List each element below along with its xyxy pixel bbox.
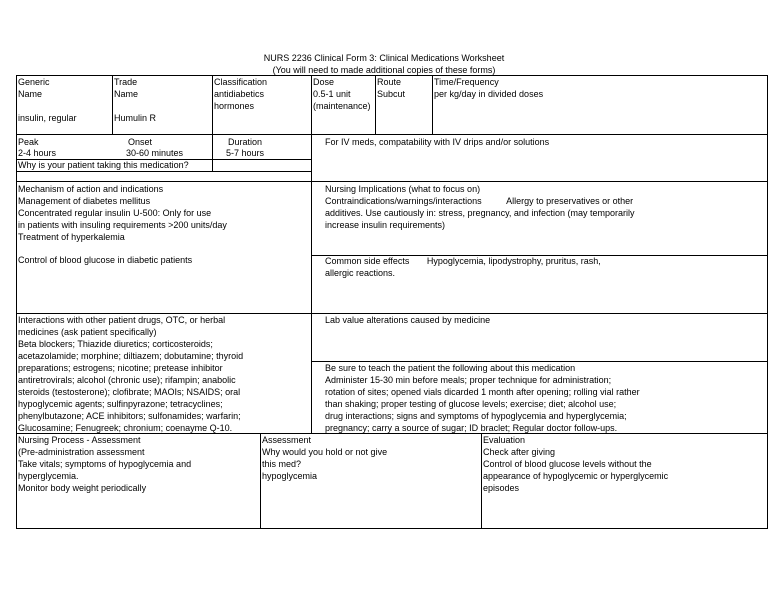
generic-name-value: insulin, regular: [18, 113, 77, 123]
mechanism-text: Mechanism of action and indications Management of diabetes mellitus Concentrated regular insulin U-500: Only for use in patients with insuling requirements >200 units/day Treatment of hyperkalemia: [18, 184, 227, 242]
rule: [16, 134, 768, 135]
assessment-text: Assessment Why would you hold or not give this med? hypoglycemia: [262, 435, 388, 481]
form-title: NURS 2236 Clinical Form 3: Clinical Medications Worksheet: [263, 53, 505, 63]
nursing-process-text: Nursing Process - Assessment (Pre-administration assessment Take vitals; symptoms of hypoglycemia and hyperglycemia. Monitor body weight periodically: [18, 435, 192, 493]
generic-name-label: Generic Name: [18, 77, 50, 99]
trade-name-value: Humulin R: [114, 113, 157, 123]
onset-value: 30-60 minutes: [126, 148, 184, 158]
route-label: Route: [377, 77, 402, 87]
rule: [16, 75, 17, 529]
classification-value: antidiabetics hormones: [214, 89, 265, 111]
peak-value: 2-4 hours: [18, 148, 57, 158]
mechanism-control: Control of blood glucose in diabetic patients: [18, 255, 193, 265]
rule: [481, 433, 482, 529]
nursing-implications-text: Nursing Implications (what to focus on) Contraindications/warnings/interactions Allergy to preservatives or other additives. Use cautiously in: stress, pregnancy, and infection (may temporarily increase insulin requirements): [325, 184, 635, 230]
evaluation-text: Evaluation Check after giving Control of blood glucose levels without the appearance of hypoglycemic or hyperglycemic episodes: [483, 435, 669, 493]
frequency-value: per kg/day in divided doses: [434, 89, 544, 99]
rule: [16, 528, 768, 529]
rule: [212, 75, 213, 171]
dose-label: Dose: [313, 77, 335, 87]
duration-value: 5-7 hours: [226, 148, 265, 158]
rule: [432, 75, 433, 135]
why-taking-label: Why is your patient taking this medication?: [18, 160, 189, 170]
route-value: Subcut: [377, 89, 406, 99]
rule: [311, 75, 312, 434]
patient-teaching-text: Be sure to teach the patient the following about this medication Administer 15-30 min before meals; proper technique for administration; rotation of sites; opened vials dicarded 1 month after opening; rolling vial rather than shaking; proper testing of glucose levels; exercise; diet; alcohol use; drug interactions; signs and symptoms of hypoglycemia and hyperglycemia; pregnancy; carry a source of sugar; ID braclet; Regular doctor follow-ups.: [325, 363, 640, 433]
rule: [16, 181, 768, 182]
form-subtitle: (You will need to made additional copies of these forms): [272, 65, 496, 75]
interactions-text: Interactions with other patient drugs, OTC, or herbal medicines (ask patient specifically) Beta blockers; Thiazide diuretics; corticosteroids; acetazolamide; morphine; diltiazem; dobutamine; thyroid preparations; estrogens; nicotine; pretease inhibitor antiretrovirals; alcohol (chronic use); rifampin; anabolic steroids (testosterone); clofibrate; MAOIs; NSAIDS; oral hypoglycemic agents; sulfinpyrazone; tetracyclines; phenylbutazone; ACE inhibitors; sulfonamides; warfarin; Glucosamine; Fenugreek; chronium; coenayme Q-10.: [18, 315, 244, 433]
frequency-label: Time/Frequency: [434, 77, 499, 87]
classification-label: Classification: [214, 77, 268, 87]
side-effects-text: Common side effects Hypoglycemia, lipodystrophy, pruritus, rash, allergic reactions.: [325, 256, 601, 278]
rule: [375, 75, 376, 135]
onset-label: Onset: [128, 137, 153, 147]
iv-compatibility-label: For IV meds, compatability with IV drips and/or solutions: [325, 137, 550, 147]
rule: [16, 171, 312, 172]
rule: [260, 433, 261, 529]
duration-label: Duration: [228, 137, 263, 147]
trade-name-label: Trade Name: [114, 77, 139, 99]
peak-label: Peak: [18, 137, 39, 147]
dose-value: 0.5-1 unit (maintenance): [313, 89, 371, 111]
rule: [112, 75, 113, 135]
lab-alterations-label: Lab value alterations caused by medicine: [325, 315, 491, 325]
